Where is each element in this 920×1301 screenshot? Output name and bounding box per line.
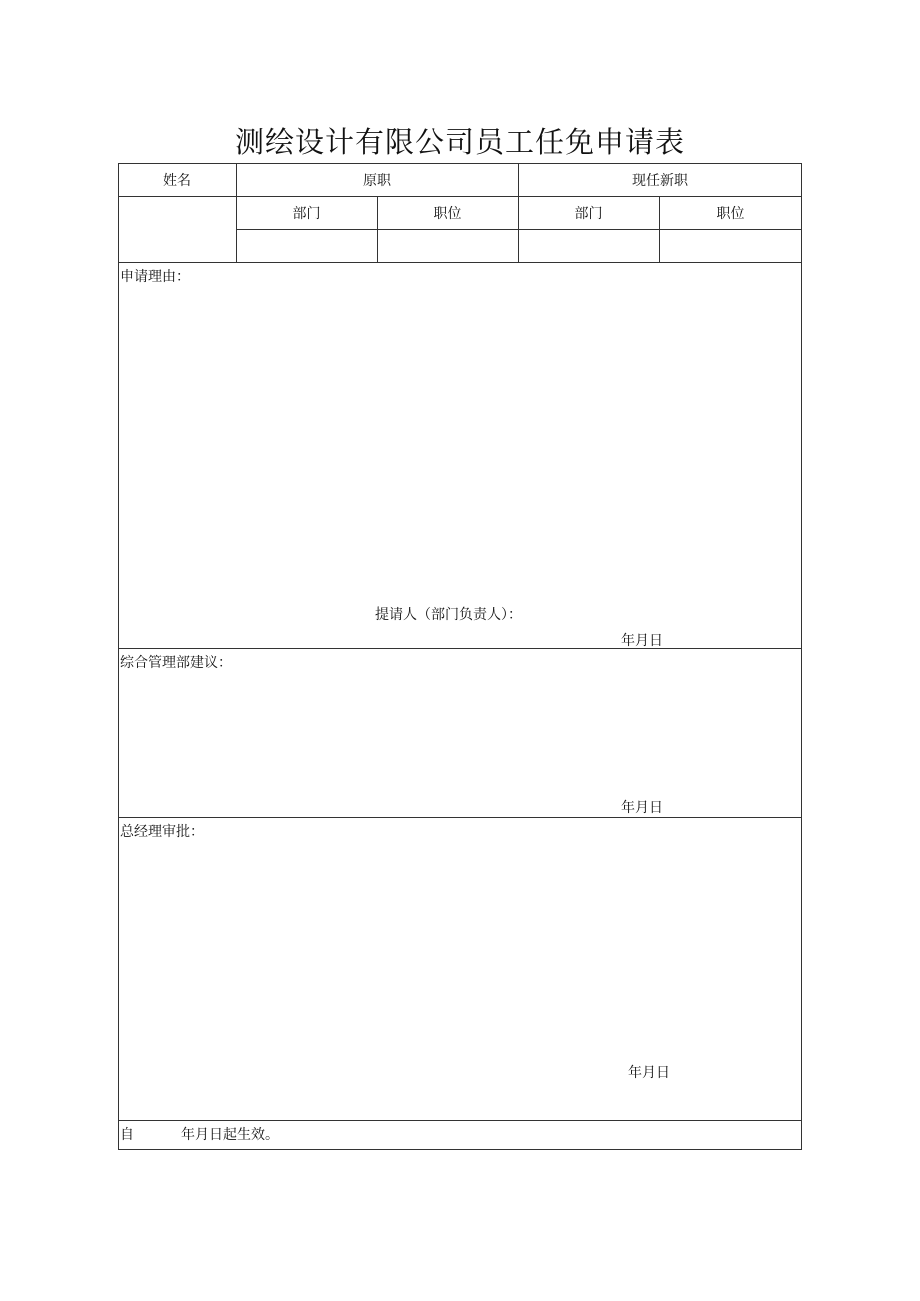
- section-divider-gm: [118, 1120, 802, 1121]
- admin-label: 综合管理部建议：: [120, 655, 232, 671]
- gm-date: 年月日: [628, 1065, 670, 1081]
- effective-suffix: 年月日起生效。: [181, 1127, 279, 1143]
- new-dept-header: 部门: [574, 205, 603, 222]
- appointment-form: [118, 163, 802, 1150]
- original-position-header: 原职: [363, 172, 391, 189]
- border-left: [118, 163, 119, 1150]
- effective-prefix: 自: [120, 1127, 134, 1143]
- section-divider-admin: [118, 817, 802, 818]
- original-dept-field[interactable]: [236, 229, 377, 262]
- border-bottom: [118, 1149, 802, 1150]
- original-position-field[interactable]: [377, 229, 518, 262]
- form-title: 测绘设计有限公司员工任免申请表: [234, 125, 685, 159]
- gm-label: 总经理审批：: [120, 824, 204, 840]
- new-position-sub-header: 职位: [716, 205, 745, 222]
- new-dept-field[interactable]: [518, 229, 659, 262]
- section-divider-reason: [118, 648, 802, 649]
- border-right: [801, 163, 802, 1150]
- new-position-field[interactable]: [659, 229, 802, 262]
- row-divider-3: [118, 262, 802, 263]
- reason-label: 申请理由：: [120, 269, 190, 285]
- name-field[interactable]: [118, 196, 236, 262]
- name-header: 姓名: [163, 172, 191, 189]
- original-position-sub-header: 职位: [433, 205, 462, 222]
- proposer-label: 提请人（部门负责人）：: [375, 607, 522, 623]
- original-dept-header: 部门: [292, 205, 321, 222]
- new-position-header: 现任新职: [632, 172, 688, 189]
- reason-date: 年月日: [621, 633, 663, 649]
- admin-date: 年月日: [621, 800, 663, 816]
